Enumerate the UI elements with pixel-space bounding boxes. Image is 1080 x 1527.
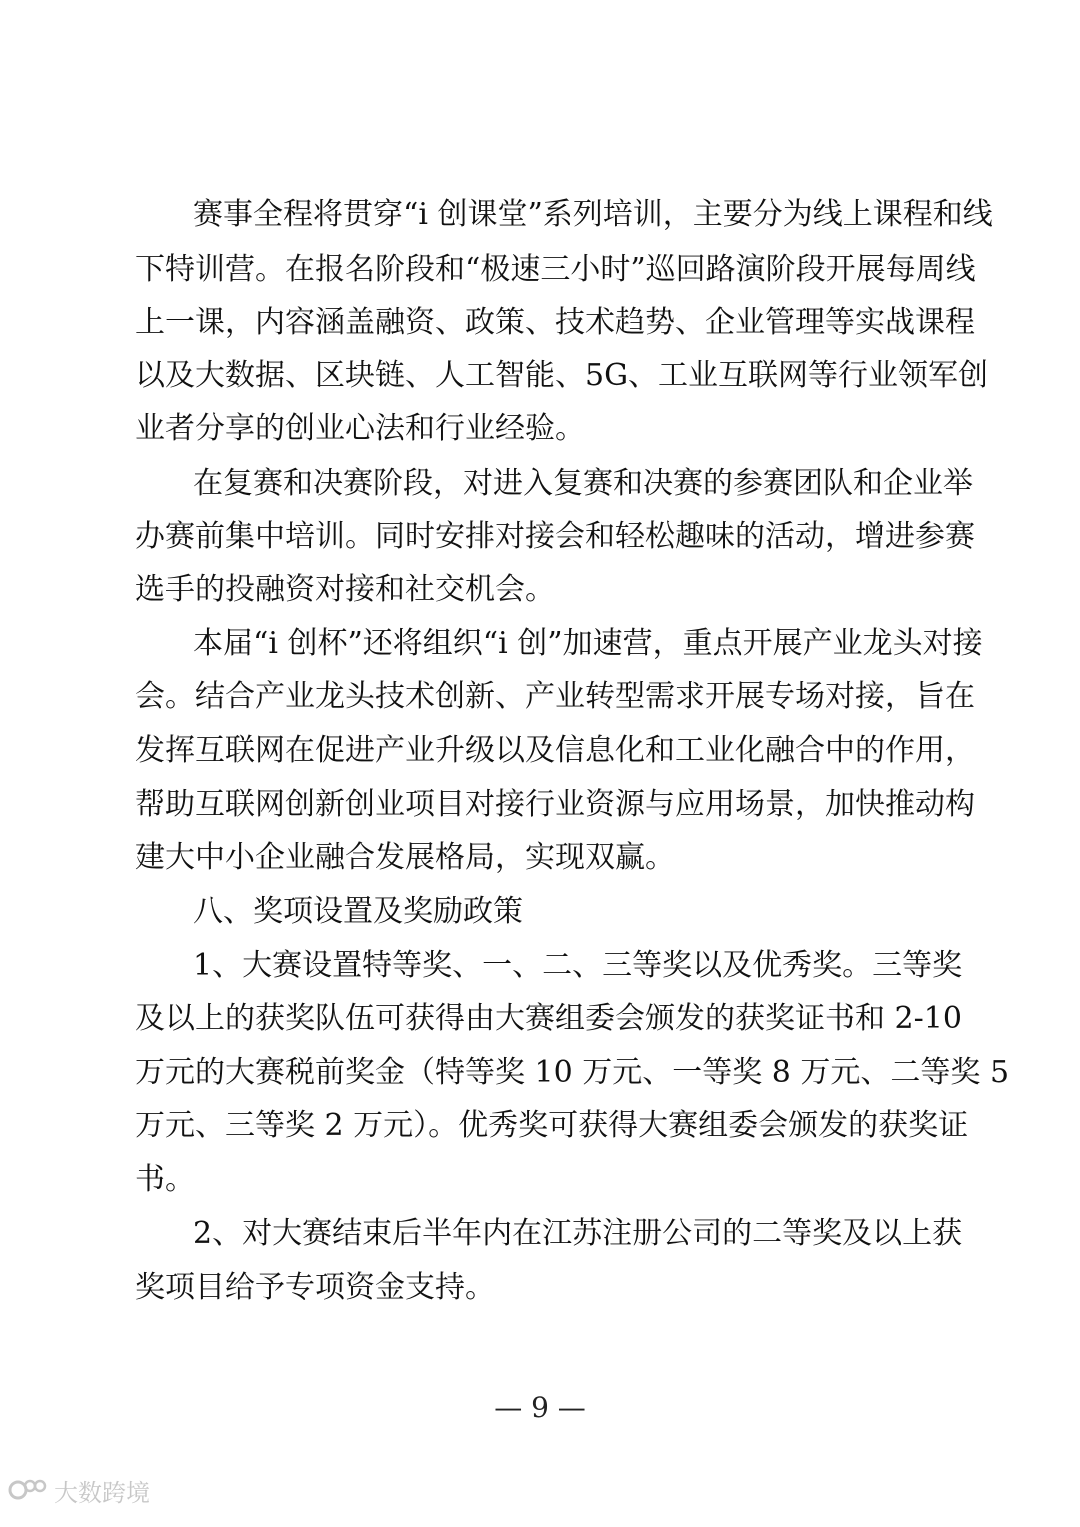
- paragraph-line: 建大中小企业融合发展格局，实现双赢。: [135, 840, 675, 875]
- section-heading: 八、奖项设置及奖励政策: [193, 894, 523, 929]
- paragraph-line: 2、对大赛结束后半年内在江苏注册公司的二等奖及以上获: [193, 1216, 963, 1251]
- paragraph-line: 选手的投融资对接和社交机会。: [135, 572, 555, 607]
- paragraph-line: 帮助互联网创新创业项目对接行业资源与应用场景，加快推动构: [135, 787, 975, 822]
- paragraph-line: 奖项目给予专项资金支持。: [135, 1270, 495, 1305]
- paragraph-line: 办赛前集中培训。同时安排对接会和轻松趣味的活动，增进参赛: [135, 519, 975, 554]
- paragraph-line: 在复赛和决赛阶段，对进入复赛和决赛的参赛团队和企业举: [193, 466, 973, 501]
- page-number: — 9 —: [494, 1391, 586, 1424]
- paragraph-line: 发挥互联网在促进产业升级以及信息化和工业化融合中的作用，: [135, 733, 975, 768]
- paragraph-line: 万元的大赛税前奖金（特等奖 10 万元、一等奖 8 万元、二等奖 5: [135, 1055, 1010, 1090]
- paragraph-line: 业者分享的创业心法和行业经验。: [135, 411, 585, 446]
- watermark-text: 大数跨境: [54, 1478, 150, 1507]
- paragraph-line: 本届“i 创杯”还将组织“i 创”加速营，重点开展产业龙头对接: [193, 626, 983, 661]
- paragraph-line: 及以上的获奖队伍可获得由大赛组委会颁发的获奖证书和 2-10: [135, 1001, 962, 1036]
- paragraph-line: 以及大数据、区块链、人工智能、5G、工业互联网等行业领军创: [135, 358, 989, 393]
- paragraph-line: 书。: [135, 1162, 195, 1197]
- watermark: [8, 1470, 150, 1510]
- paragraph-line: 上一课，内容涵盖融资、政策、技术趋势、企业管理等实战课程: [135, 305, 975, 340]
- paragraph-line: 1、大赛设置特等奖、一、二、三等奖以及优秀奖。三等奖: [193, 948, 963, 983]
- paragraph-line: 下特训营。在报名阶段和“极速三小时”巡回路演阶段开展每周线: [135, 252, 976, 287]
- paragraph-line: 赛事全程将贯穿“i 创课堂”系列培训，主要分为线上课程和线: [193, 197, 993, 232]
- paragraph-line: 万元、三等奖 2 万元）。优秀奖可获得大赛组委会颁发的获奖证: [135, 1108, 969, 1143]
- ido-logo-icon: [8, 1475, 48, 1505]
- paragraph-line: 会。结合产业龙头技术创新、产业转型需求开展专场对接，旨在: [135, 679, 975, 714]
